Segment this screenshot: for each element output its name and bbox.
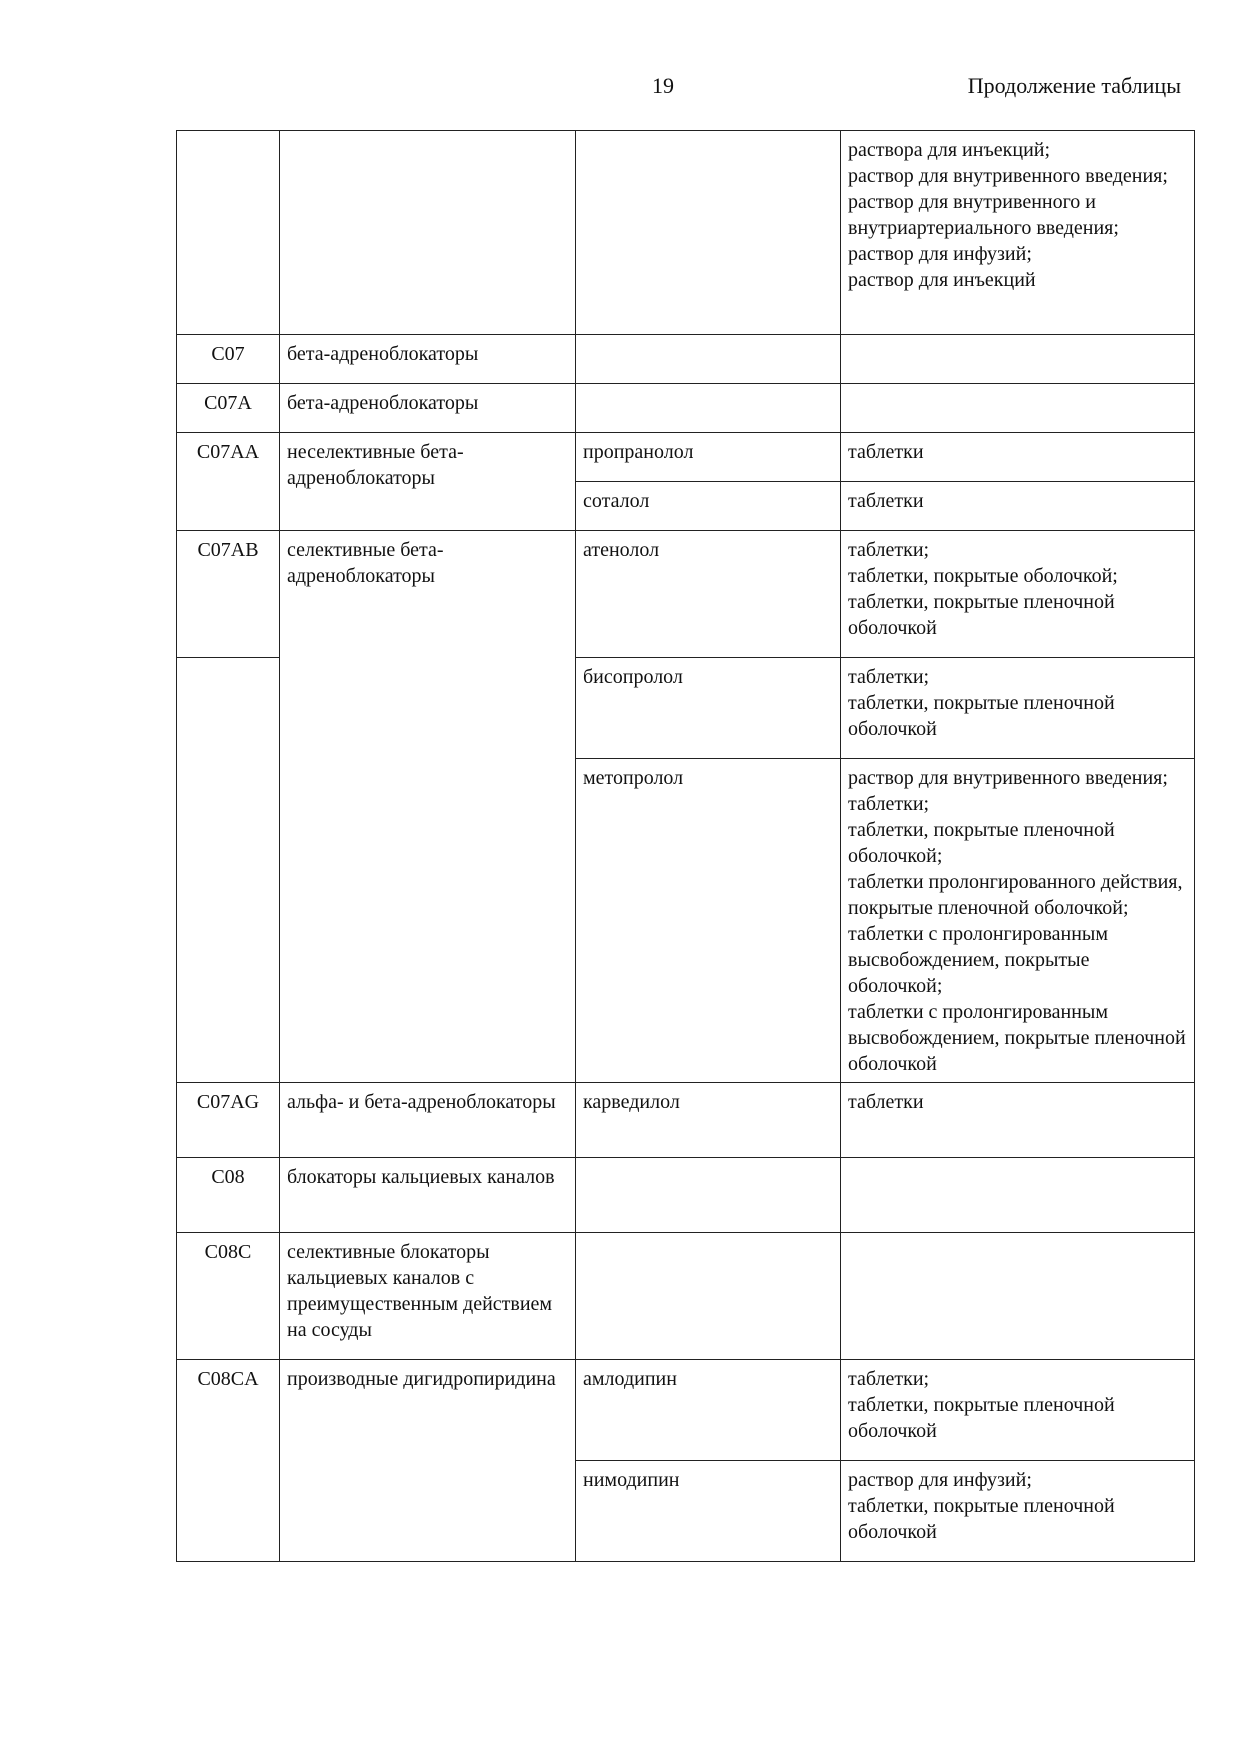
table-row: [177, 433, 1195, 482]
dosage-form: раствор для инфузий;: [848, 243, 1032, 265]
dosage-form: раствора для инъекций;: [848, 139, 1051, 161]
atc-code-cell: C07AA: [177, 433, 280, 531]
dosage-form: таблетки: [848, 441, 924, 463]
group-name-cell: [280, 131, 576, 335]
dosage-forms-cell: [841, 1461, 1195, 1562]
dosage-forms-cell: [841, 335, 1195, 384]
table-row: [177, 531, 1195, 658]
drug-name-cell: [576, 384, 841, 433]
dosage-form: таблетки: [848, 1091, 924, 1113]
dosage-forms-cell: [841, 384, 1195, 433]
dosage-form: таблетки;: [848, 1368, 930, 1390]
dosage-form: раствор для внутривенного и внутриартериального введения;: [848, 191, 1119, 239]
atc-code-cell: [177, 658, 280, 1083]
group-name-cell: селективные бета-адреноблокаторы: [280, 531, 576, 1083]
dosage-form: таблетки, покрытые пленочной оболочкой: [848, 1495, 1115, 1543]
table-row: [177, 1083, 1195, 1158]
drug-name-cell: [576, 335, 841, 384]
drug-name-cell: карведилол: [576, 1083, 841, 1158]
atc-code-cell: C07A: [177, 384, 280, 433]
medication-table: [176, 130, 1195, 1562]
atc-code-cell: C08: [177, 1158, 280, 1233]
dosage-form: таблетки: [848, 490, 924, 512]
group-name-cell: бета-адреноблокаторы: [280, 384, 576, 433]
atc-code-cell: C08CA: [177, 1360, 280, 1562]
group-name-cell: блокаторы кальциевых каналов: [280, 1158, 576, 1233]
dosage-form: раствор для внутривенного введения;: [848, 165, 1168, 187]
table-row: [177, 1158, 1195, 1233]
dosage-form: таблетки пролонгированного действия, покрытые пленочной оболочкой;: [848, 871, 1183, 919]
dosage-form: таблетки;: [848, 793, 930, 815]
dosage-forms-cell: [841, 658, 1195, 759]
dosage-form: таблетки;: [848, 539, 930, 561]
dosage-form: таблетки, покрытые пленочной оболочкой: [848, 591, 1115, 639]
drug-name-cell: нимодипин: [576, 1461, 841, 1562]
drug-name-cell: соталол: [576, 482, 841, 531]
dosage-forms-cell: [841, 1083, 1195, 1158]
dosage-form: таблетки с пролонгированным высвобождением, покрытые оболочкой;: [848, 923, 1109, 997]
atc-code-cell: C07AG: [177, 1083, 280, 1158]
dosage-form: таблетки;: [848, 666, 930, 688]
dosage-form: таблетки, покрытые пленочной оболочкой: [848, 692, 1115, 740]
dosage-forms-cell: [841, 531, 1195, 658]
drug-name-cell: метопролол: [576, 759, 841, 1083]
page-number: 19: [652, 73, 674, 98]
group-name-cell: бета-адреноблокаторы: [280, 335, 576, 384]
drug-name-cell: пропранолол: [576, 433, 841, 482]
table-row: [177, 335, 1195, 384]
table-row: [177, 131, 1195, 335]
group-name-cell: неселективные бета-адреноблокаторы: [280, 433, 576, 531]
dosage-form: раствор для инъекций: [848, 269, 1036, 291]
dosage-forms-cell: [841, 1360, 1195, 1461]
drug-name-cell: бисопролол: [576, 658, 841, 759]
drug-name-cell: [576, 1158, 841, 1233]
dosage-form: раствор для инфузий;: [848, 1469, 1032, 1491]
drug-name-cell: атенолол: [576, 531, 841, 658]
dosage-forms-cell: [841, 759, 1195, 1083]
dosage-forms-cell: [841, 1158, 1195, 1233]
continuation-label: Продолжение таблицы: [967, 73, 1181, 98]
dosage-form: раствор для внутривенного введения;: [848, 767, 1168, 789]
group-name-cell: селективные блокаторы кальциевых каналов с преимущественным действием на сосуды: [280, 1233, 576, 1360]
group-name-cell: производные дигидропиридина: [280, 1360, 576, 1562]
dosage-forms-cell: [841, 1233, 1195, 1360]
dosage-forms-cell: [841, 482, 1195, 531]
atc-code-cell: [177, 131, 280, 335]
atc-code-cell: C07: [177, 335, 280, 384]
table-row: [177, 384, 1195, 433]
atc-code-cell: C08C: [177, 1233, 280, 1360]
drug-name-cell: амлодипин: [576, 1360, 841, 1461]
dosage-forms-cell: [841, 433, 1195, 482]
dosage-form: таблетки с пролонгированным высвобождением, покрытые пленочной оболочкой: [848, 1001, 1186, 1075]
dosage-form: таблетки, покрытые пленочной оболочкой;: [848, 819, 1115, 867]
drug-name-cell: [576, 131, 841, 335]
atc-code-cell: C07AB: [177, 531, 280, 658]
dosage-forms-cell: [841, 131, 1195, 335]
drug-name-cell: [576, 1233, 841, 1360]
group-name-cell: альфа- и бета-адреноблокаторы: [280, 1083, 576, 1158]
table-row: [177, 1360, 1195, 1461]
table-row: [177, 1233, 1195, 1360]
dosage-form: таблетки, покрытые пленочной оболочкой: [848, 1394, 1115, 1442]
dosage-form: таблетки, покрытые оболочкой;: [848, 565, 1118, 587]
